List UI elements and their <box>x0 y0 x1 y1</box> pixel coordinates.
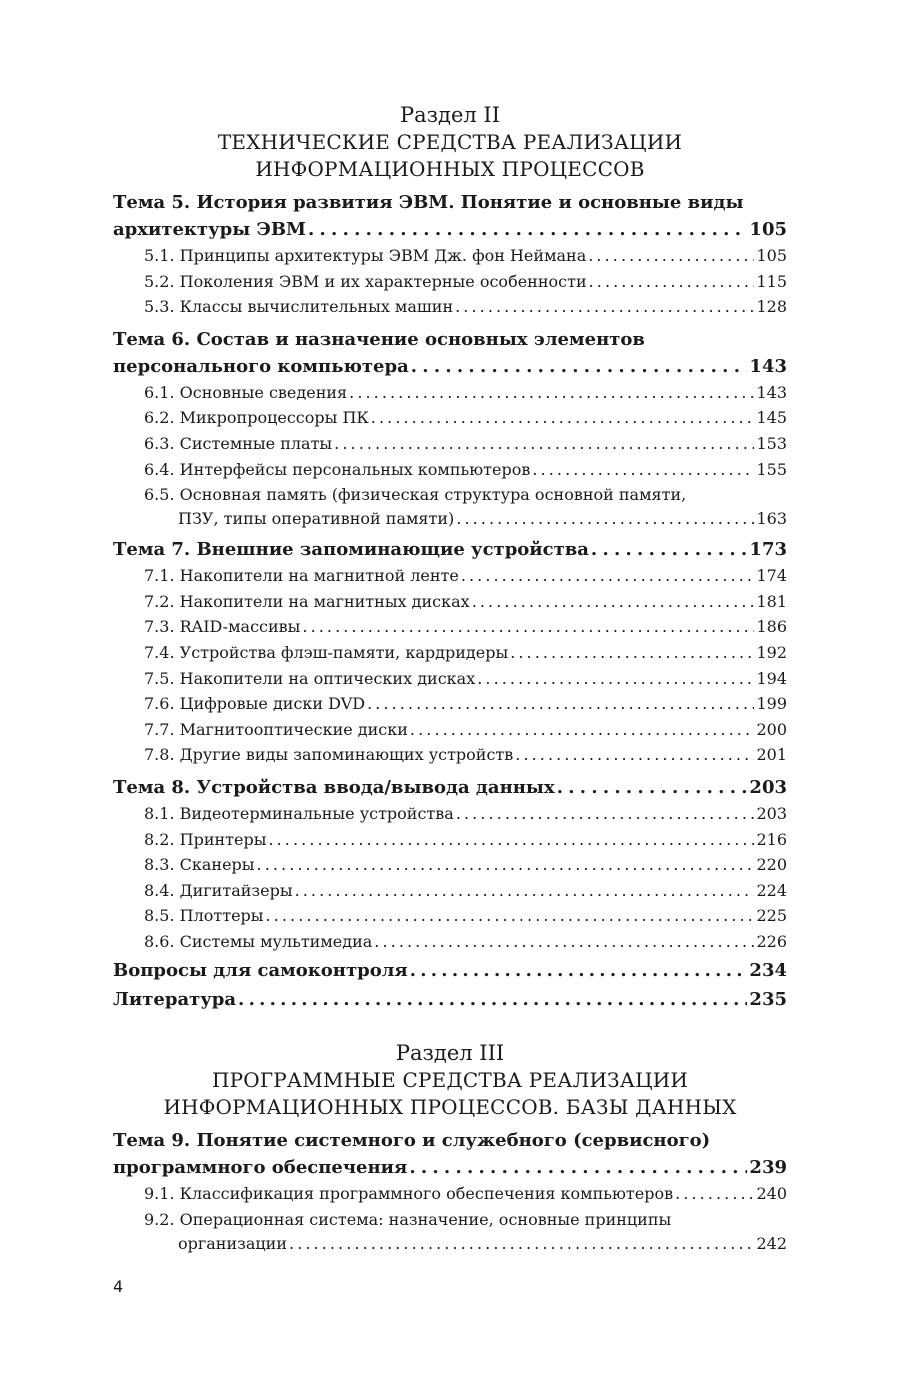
subitem-label: 8.2. Принтеры <box>144 829 267 849</box>
page-ref: 194 <box>756 668 787 688</box>
dot-leader <box>675 1181 754 1207</box>
toc-subitem[interactable] <box>113 827 787 853</box>
topic-title-line1: Тема 6. Состав и назначение основных элементов <box>113 328 645 350</box>
topic-8 <box>113 774 787 955</box>
dot-leader <box>515 742 754 768</box>
toc-subitem[interactable] <box>113 929 787 955</box>
page-number: 4 <box>113 1277 124 1296</box>
toc-subitem[interactable] <box>113 380 787 406</box>
toc-subitem[interactable] <box>113 852 787 878</box>
subitem-label: 9.1. Классификация программного обеспечения компьютеров <box>144 1184 674 1204</box>
dot-leader <box>532 457 754 483</box>
dot-leader <box>409 1154 747 1181</box>
dot-leader <box>591 536 748 563</box>
topic-5 <box>113 189 787 320</box>
toc-subitem[interactable] <box>113 801 787 827</box>
section-title-line1: ПРОГРАММНЫЕ СРЕДСТВА РЕАЛИЗАЦИИ <box>211 1068 689 1093</box>
dot-leader <box>557 774 748 801</box>
section-title-line1: ТЕХНИЧЕСКИЕ СРЕДСТВА РЕАЛИЗАЦИИ <box>217 130 683 154</box>
page-ref: 203 <box>756 803 787 823</box>
page-ref: 239 <box>749 1157 787 1179</box>
topic-title-line1: Тема 5. История развития ЭВМ. Понятие и основные виды <box>113 192 744 213</box>
dot-leader <box>295 878 755 904</box>
page-ref: 143 <box>756 382 787 402</box>
dot-leader <box>588 243 754 269</box>
page-ref: 216 <box>756 829 787 849</box>
subitem-label: 8.3. Сканеры <box>144 855 255 875</box>
dot-leader <box>455 294 754 320</box>
toc-subitem[interactable] <box>113 243 787 269</box>
subitem-label: 7.5. Накопители на оптических дисках <box>144 668 476 688</box>
subitem-label: 7.3. RAID-массивы <box>144 617 301 637</box>
subitem-label: 5.2. Поколения ЭВМ и их характерные особенности <box>144 271 587 291</box>
page-ref: 220 <box>756 855 787 875</box>
toc-subitem[interactable] <box>113 294 787 320</box>
subitem-label: 6.4. Интерфейсы персональных компьютеров <box>144 459 531 479</box>
dot-leader <box>308 216 747 243</box>
subitem-continuation <box>113 507 787 530</box>
dot-leader <box>410 956 748 985</box>
toc-subitem[interactable] <box>113 640 787 666</box>
toc-subitem[interactable] <box>113 563 787 589</box>
subitem-label-line2: ПЗУ, типы оперативной памяти) <box>178 509 455 529</box>
topic-title: Тема 7. Внешние запоминающие устройства <box>113 539 589 561</box>
dot-leader <box>510 640 754 666</box>
topic-entry[interactable] <box>113 536 787 563</box>
dot-leader <box>289 1232 754 1255</box>
toc-subitem[interactable] <box>113 742 787 768</box>
subitem-label: 5.3. Классы вычислительных машин <box>144 297 454 317</box>
page-ref: 192 <box>756 642 787 662</box>
entry-label: Вопросы для самоконтроля <box>113 960 408 982</box>
dot-leader <box>266 903 755 929</box>
topic-entry[interactable] <box>113 1154 787 1181</box>
page-ref: 105 <box>749 219 787 240</box>
subitem-label: 6.3. Системные платы <box>144 433 333 453</box>
topic-title-line1: Тема 9. Понятие системного и служебного (сервисного) <box>113 1130 711 1152</box>
page-ref: 181 <box>756 591 787 611</box>
subitem-label: 6.1. Основные сведения <box>144 382 348 402</box>
dot-leader <box>302 614 754 640</box>
subitem-label: 7.1. Накопители на магнитной ленте <box>144 566 459 586</box>
toc-subitem[interactable] <box>113 269 787 295</box>
subitem-continuation <box>113 1232 787 1255</box>
page-ref: 143 <box>749 355 787 377</box>
toc-entry-self-check[interactable] <box>113 956 787 985</box>
page-ref: 226 <box>756 931 787 951</box>
toc-subitem[interactable] <box>113 1181 787 1207</box>
page-ref: 203 <box>749 776 787 798</box>
page-ref: 153 <box>756 433 787 453</box>
page-ref: 115 <box>756 271 787 291</box>
topic-entry[interactable] <box>113 353 787 380</box>
page-ref: 234 <box>749 960 787 982</box>
page-ref: 242 <box>756 1234 787 1254</box>
dot-leader <box>238 985 747 1014</box>
section-label: Раздел III <box>395 1041 505 1066</box>
subitem-label: 7.2. Накопители на магнитных дисках <box>144 591 470 611</box>
subitem-label: 8.1. Видеотерминальные устройства <box>144 803 454 823</box>
page-ref: 200 <box>756 719 787 739</box>
page-ref: 163 <box>756 509 787 529</box>
dot-leader <box>456 801 755 827</box>
dot-leader <box>371 405 755 431</box>
subitem-label: 6.2. Микропроцессоры ПК <box>144 408 369 428</box>
toc-subitem[interactable] <box>113 878 787 904</box>
dot-leader <box>334 431 754 457</box>
topic-title-line2: программного обеспечения <box>113 1157 408 1179</box>
page-ref: 201 <box>756 745 787 765</box>
page-ref: 145 <box>756 408 787 428</box>
dot-leader <box>477 666 754 692</box>
subitem-label-line1: 6.5. Основная память (физическая структура основной памяти, <box>144 485 687 505</box>
topic-7 <box>113 536 787 768</box>
toc-subitem[interactable] <box>113 457 787 483</box>
dot-leader <box>472 589 755 615</box>
section-3-heading <box>113 1040 787 1121</box>
subitem-label: 8.6. Системы мультимедиа <box>144 931 373 951</box>
subitem-label: 7.4. Устройства флэш-памяти, кардридеры <box>144 642 509 662</box>
dot-leader <box>374 929 754 955</box>
subitem-label: 7.8. Другие виды запоминающих устройств <box>144 745 514 765</box>
subitem-label: 8.4. Дигитайзеры <box>144 880 293 900</box>
section-title-line2: ИНФОРМАЦИОННЫХ ПРОЦЕССОВ <box>255 157 645 181</box>
page-ref: 235 <box>749 989 787 1011</box>
page-ref: 173 <box>749 539 787 561</box>
dot-leader <box>411 353 748 380</box>
page-ref: 224 <box>756 880 787 900</box>
toc-subitem[interactable] <box>113 614 787 640</box>
topic-9 <box>113 1127 787 1255</box>
toc-subitem[interactable] <box>113 589 787 615</box>
toc-entry-literature[interactable] <box>113 985 787 1014</box>
dot-leader <box>268 827 754 853</box>
topic-title-line2: персонального компьютера <box>113 355 409 377</box>
toc-subitem[interactable] <box>113 405 787 431</box>
toc-subitem[interactable] <box>113 431 787 457</box>
subitem-label: 5.1. Принципы архитектуры ЭВМ Дж. фон Неймана <box>144 246 587 265</box>
toc-subitem-multiline[interactable] <box>113 482 787 530</box>
entry-label: Литература <box>113 989 237 1011</box>
section-label: Раздел II <box>399 103 501 127</box>
page-ref: 225 <box>756 906 787 926</box>
toc-subitem[interactable] <box>113 691 787 717</box>
dot-leader <box>257 852 755 878</box>
subitem-label-line2: организации <box>178 1234 288 1254</box>
page-ref: 174 <box>756 566 787 586</box>
table-of-contents <box>113 100 787 1255</box>
dot-leader <box>410 717 755 743</box>
page-ref: 240 <box>756 1184 787 1204</box>
subitem-label: 7.7. Магнитооптические диски <box>144 719 408 739</box>
toc-subitem[interactable] <box>113 717 787 743</box>
topic-entry[interactable] <box>113 216 787 243</box>
subitem-label: 8.5. Плоттеры <box>144 906 264 926</box>
toc-subitem[interactable] <box>113 903 787 929</box>
page-ref: 128 <box>756 297 787 317</box>
page-ref: 199 <box>756 694 787 714</box>
topic-title-line2: архитектуры ЭВМ <box>113 219 306 240</box>
dot-leader <box>349 380 754 406</box>
page-ref: 155 <box>756 459 787 479</box>
toc-subitem[interactable] <box>113 666 787 692</box>
page-ref: 186 <box>756 617 787 637</box>
topic-6 <box>113 326 787 530</box>
section-title-line2: ИНФОРМАЦИОННЫХ ПРОЦЕССОВ. БАЗЫ ДАННЫХ <box>163 1095 737 1120</box>
dot-leader <box>589 269 755 295</box>
topic-entry[interactable] <box>113 774 787 801</box>
dot-leader <box>367 691 754 717</box>
subitem-label-line1: 9.2. Операционная система: назначение, основные принципы <box>144 1210 672 1230</box>
topic-title: Тема 8. Устройства ввода/вывода данных <box>113 776 555 798</box>
dot-leader <box>461 563 755 589</box>
dot-leader <box>456 507 754 530</box>
subitem-label: 7.6. Цифровые диски DVD <box>144 694 366 714</box>
page-ref: 105 <box>756 246 787 265</box>
section-2-heading <box>113 102 787 183</box>
toc-subitem-multiline[interactable] <box>113 1207 787 1255</box>
